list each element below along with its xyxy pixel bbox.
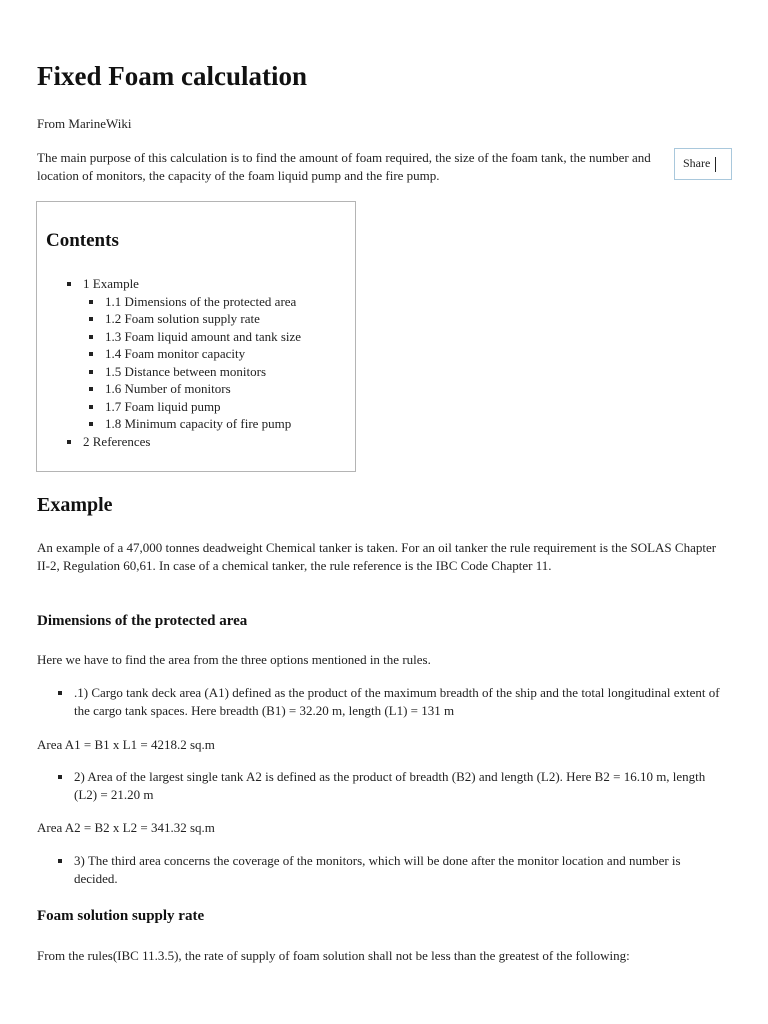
toc-item-example[interactable]: 1 Example [67, 275, 301, 293]
toc-item-supply-rate[interactable]: 1.2 Foam solution supply rate [89, 310, 301, 328]
share-label: Share [683, 156, 711, 171]
toc-list [67, 275, 301, 450]
toc-item-references[interactable]: 2 References [67, 433, 301, 451]
toc-item-number-of-monitors[interactable]: 1.6 Number of monitors [89, 380, 301, 398]
page-title: Fixed Foam calculation [37, 61, 307, 91]
text-cursor-icon [715, 157, 716, 172]
toc-item-monitor-capacity[interactable]: 1.4 Foam monitor capacity [89, 345, 301, 363]
share-button[interactable] [674, 148, 732, 180]
dimensions-list-1 [58, 684, 723, 719]
toc-item-liquid-amount[interactable]: 1.3 Foam liquid amount and tank size [89, 328, 301, 346]
area-a1-text: Area A1 = B1 x L1 = 4218.2 sq.m [37, 737, 215, 752]
toc-item-dimensions[interactable]: 1.1 Dimensions of the protected area [89, 293, 301, 311]
toc-item-fire-pump[interactable]: 1.8 Minimum capacity of fire pump [89, 415, 301, 433]
intro-paragraph: The main purpose of this calculation is to find the amount of foam required, the size of the foam tank, the number and location of monitors, the capacity of the foam liquid pump and the fire pump. [37, 150, 651, 183]
example-paragraph: An example of a 47,000 tonnes deadweight Chemical tanker is taken. For an oil tanker the rule requirement is the SOLAS Chapter II-2, Regulation 60,61. In case of a chemical tanker, the rule reference is the IBC Code Chapter 11. [37, 540, 717, 573]
toc-item-monitor-distance[interactable]: 1.5 Distance between monitors [89, 363, 301, 381]
list-item: .1) Cargo tank deck area (A1) defined as the product of the maximum breadth of the ship and the total longitudinal extent of the cargo tank spaces. Here breadth (B1) = 32.20 m, length (L1) = 131 m [58, 684, 723, 719]
section-heading-example: Example [37, 494, 113, 516]
table-of-contents [36, 201, 356, 472]
area-a2-text: Area A2 = B2 x L2 = 341.32 sq.m [37, 820, 215, 835]
dimensions-list-2 [58, 768, 723, 803]
dimensions-list-3 [58, 852, 723, 887]
subsection-heading-supply-rate: Foam solution supply rate [37, 908, 205, 924]
dimensions-intro: Here we have to find the area from the three options mentioned in the rules. [37, 652, 431, 667]
toc-item-liquid-pump[interactable]: 1.7 Foam liquid pump [89, 398, 301, 416]
source-line: From MarineWiki [37, 116, 132, 131]
supply-paragraph: From the rules(IBC 11.3.5), the rate of supply of foam solution shall not be less than the greatest of the following: [37, 948, 630, 963]
subsection-heading-dimensions: Dimensions of the protected area [37, 613, 248, 629]
list-item: 2) Area of the largest single tank A2 is defined as the product of breadth (B2) and length (L2). Here B2 = 16.10 m, length (L2) = 21.20 m [58, 768, 723, 803]
toc-heading: Contents [46, 230, 119, 251]
list-item: 3) The third area concerns the coverage of the monitors, which will be done after the monitor location and number is decided. [58, 852, 723, 887]
